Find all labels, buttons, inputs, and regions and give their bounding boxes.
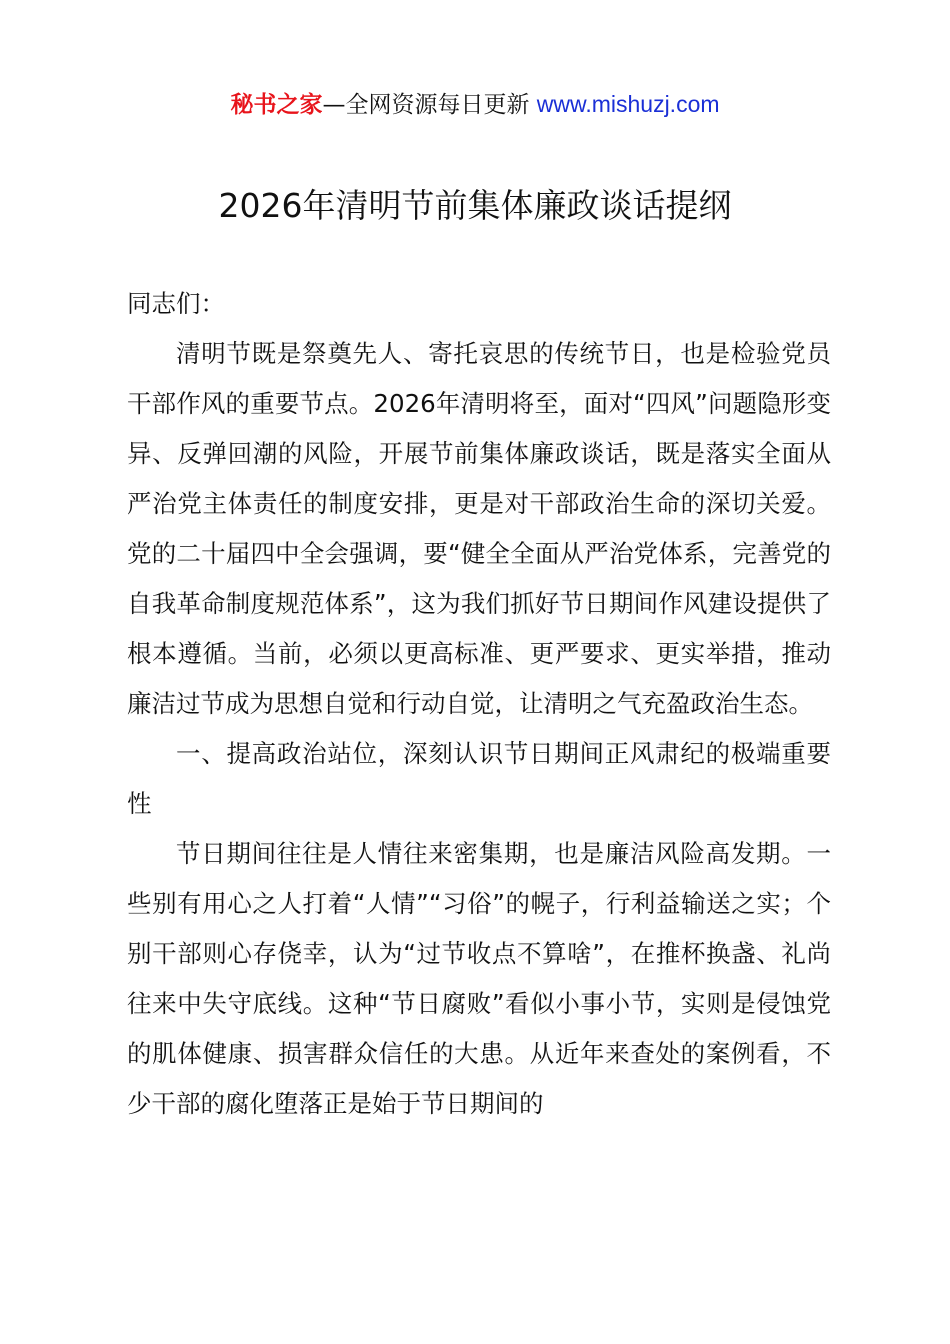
site-header	[0, 88, 950, 121]
section-heading-1: 一、提高政治站位，深刻认识节日期间正风肃纪的极端重要性	[127, 739, 831, 818]
document-body	[127, 279, 831, 1129]
site-name: 秘书之家	[230, 92, 323, 118]
paragraph-intro: 清明节既是祭奠先人、寄托哀思的传统节日，也是检验党员干部作风的重要节点。2026年清明将至，面对“四风”问题隐形变异、反弹回潮的风险，开展节前集体廉政谈话，既是落实全面从严治党主体责任的制度安排，更是对干部政治生命的深切关爱。党的二十届四中全会强调，要“健全全面从严治党体系，完善党的自我革命制度规范体系”，这为我们抓好节日期间作风建设提供了根本遵循。当前，必须以更高标准、更严要求、更实举措，推动廉洁过节成为思想自觉和行动自觉，让清明之气充盈政治生态。	[127, 339, 831, 718]
salutation: 同志们：	[127, 289, 225, 318]
document-title: 2026年清明节前集体廉政谈话提纲	[218, 186, 732, 225]
paragraph-section-1: 节日期间往往是人情往来密集期，也是廉洁风险高发期。一些别有用心之人打着“人情”“习俗”的幌子，行利益输送之实；个别干部则心存侥幸，认为“过节收点不算啥”，在推杯换盏、礼尚往来中失守底线。这种“节日腐败”看似小事小节，实则是侵蚀党的肌体健康、损害群众信任的大患。从近年来查处的案例看，不少干部的腐化堕落正是始于节日期间的	[127, 839, 831, 1118]
site-url-link[interactable]: www.mishuzj.com	[536, 91, 720, 117]
site-slogan: —全网资源每日更新	[322, 92, 530, 118]
